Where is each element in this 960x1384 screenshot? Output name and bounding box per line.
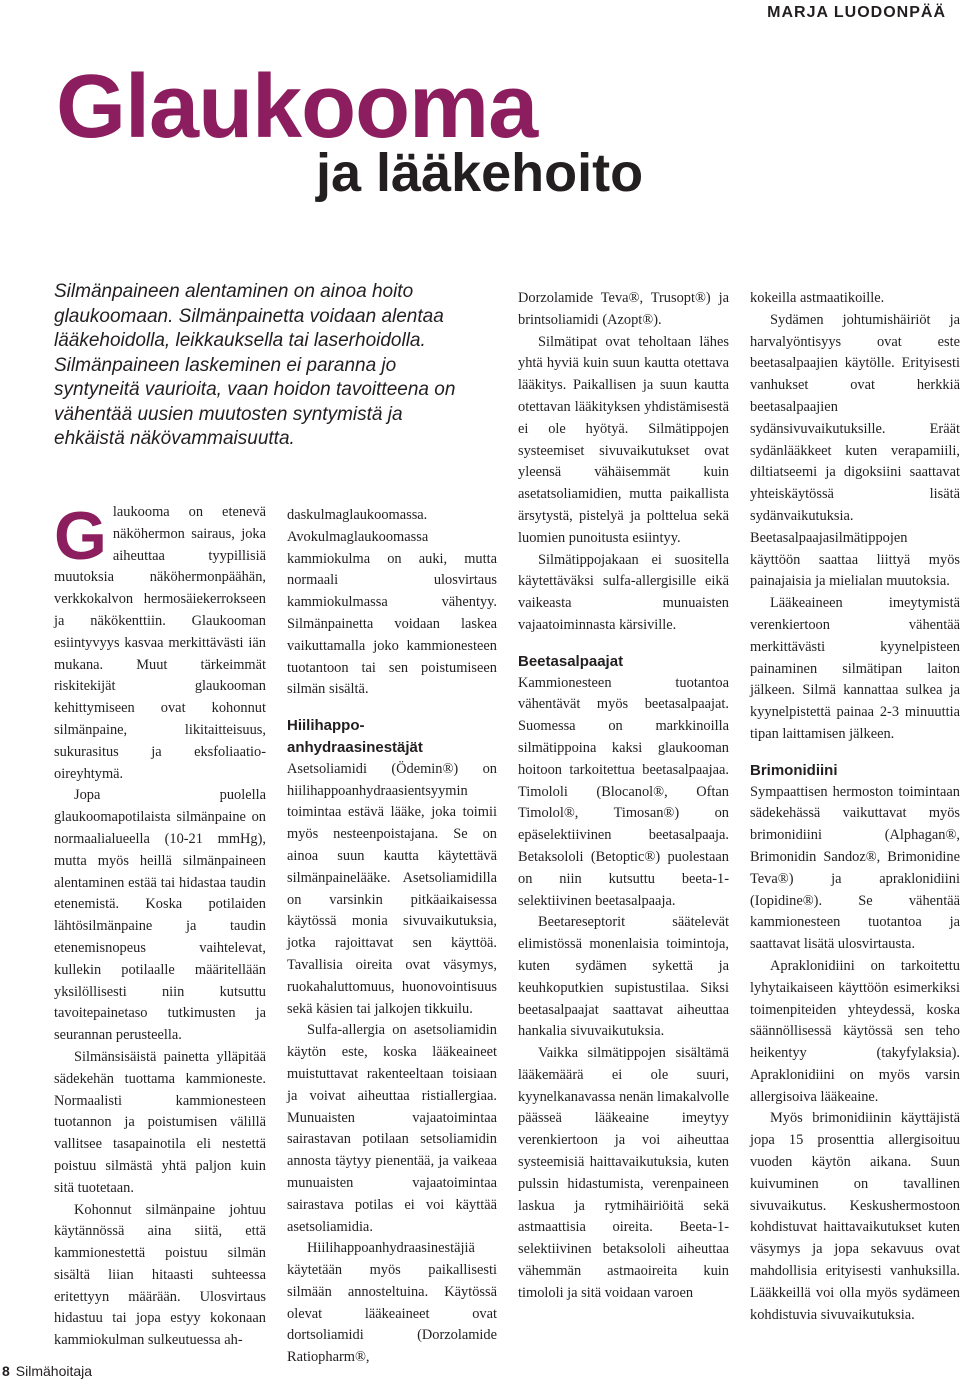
body-paragraph: Jopa puolella glaukoomapotilaista silmänpaine on normaalialueella (10-21 mmHg), mutta myös heillä silmänpaineen alentaminen estää tai hidastaa taudin etenemistä. Koska potilaiden lähtösilmänpaine ja taudin etenemisnopeus vaihtelevat, kullekin potilaalle määritellään yksilöllisesti niin kutsuttu tavoitepainetaso tutkimusten ja seurannan perusteella. [54, 787, 266, 1044]
column-2 [287, 505, 497, 1369]
body-paragraph: kokeilla astmaatikoille. [750, 290, 885, 306]
body-paragraph: Sulfa-allergia on asetsoliamidin käytön este, koska lääkeaineet muistuttavat rakenteeltaan toisiaan ja voivat aiheuttaa ristiallergiaa. Munuaisten vajaatoimintaa sairastavan potilaan setsoliamidin annosta täytyy pienentää, ja vaikeaa munuaisten vajaatoimintaa sairastava potilas ei voi käyttää asetsoliamidia. [287, 1022, 497, 1235]
body-paragraph: Dorzolamide Teva®, Trusopt®) ja brintsoliamidi (Azopt®). [518, 290, 729, 328]
section-heading: Beetasalpaajat [518, 652, 624, 670]
spacer [287, 701, 497, 715]
page-number: 8 [2, 1363, 10, 1379]
body-paragraph: Kohonnut silmänpaine johtuu käytännössä aina siitä, että kammionestettä poistuu silmän sisältä liian hitaasti suhteessa eritettyyn määrään. Ulosvirtaus hidastuu tai jopa estyy kokonaan kammiokulman sulkeutuessa ah- [54, 1201, 266, 1349]
body-paragraph: Myös brimonidiinin käyttäjistä jopa 15 prosenttia allergisoituu vuoden käytön aikana. Suun kuivuminen on tavallinen sivuvaikutus. Keskushermostoon kohdistuvat haittavaikutukset kuten väsymys ja jopa sekavuus ovat mahdollisia erityisesti vanhuksilla. Lääkkeillä voi olla myös sydämeen kohdistuvia sivuvaikutuksia. [750, 1110, 960, 1323]
page-footer [2, 1363, 92, 1379]
body-paragraph: Apraklonidiini on tarkoitettu lyhytaikaiseen käyttöön esimerkiksi toimenpiteiden yhteydessä, koska säännöllisessä käytössä sen teho heikentyy (takyfylaksia). Apraklonidiini on myös varsin allergisoiva lääkeaine. [750, 957, 960, 1105]
article-title: Glaukooma [56, 57, 538, 157]
section-heading: Brimonidiini [750, 761, 838, 779]
body-paragraph: Silmänsisäistä painetta ylläpitää sädekehän tuottama kammioneste. Normaalisti kammionesteen tuotannon ja poistumisen välillä vallitsee tasapainotila eli nestettä poistuu silmästä yhtä paljon kuin sitä tuotetaan. [54, 1048, 266, 1196]
paragraph-text: laukooma on etenevä näköhermon sairaus, joka aiheuttaa tyypillisiä muutoksia näköhermonpäähän, verkkokalvon hermosäiekerrokseen ja näkökenttiin. Glaukooman esiintyvyys kasvaa merkittävästi iän mukana. Muut tärkeimmät riskitekijät glaukooman kehittymiseen ovat kohonnut silmänpaine, likitaitteisuus, sukurasitus ja eksfoliaatio-oireyhtymä. [54, 504, 266, 782]
body-paragraph: Hiilihappoanhydraasinestäjiä käytetään myös paikallisesti silmään annosteltuina. Käytössä olevat lääkeaineet ovat dortsoliamidi (Dorzolamide Ratiopharm®, [287, 1240, 497, 1366]
body-paragraph: Sydämen johtumishäiriöt ja harvalyöntisyys ovat este beetasalpaajien käytölle. Erityisesti vanhukset ovat herkkiä beetasalpaajien sydänsivuvaikutuksille. Eräät sydänlääkkeet kuten verapamiili, diltiatseemi ja digoksiini saattavat yhteiskäytössä lisätä sydänvaikutuksia. Beetasalpaajasilmätippojen käyttöön saattaa liittyä myös painajaisia ja mielialan muutoksia. [750, 311, 960, 590]
body-paragraph: Beetareseptorit säätelevät elimistössä monenlaisia toimintoja, kuten sydämen sykettä ja keuhkoputkien supistustilaa. Siksi beetasalpaajat saattavat aiheuttaa hankalia sivuvaikutuksia. [518, 914, 729, 1040]
body-paragraph: daskulmaglaukoomassa. Avokulmaglaukoomassa kammiokulma on auki, mutta normaali ulosvirtaus kammiokulmassa vähentyy. Silmänpainetta voidaan laskea vaikuttamalla joko kammionesteen tuotantoon tai sen poistumiseen silmän sisältä. [287, 507, 497, 698]
body-paragraph: Kammionesteen tuotantoa vähentävät myös beetasalpaajat. Suomessa on markkinoilla silmätippoina kaksi glaukooman hoitoon tarkoitettua beetasalpaajaa. Timololi (Blocanol®, Oftan Timolol®, Timosan®) on epäselektiivinen beetasalpaaja. Betaksololi (Betoptic®) puolestaan on niin kutsuttu beeta-1-selektiivinen beetasalpaaja. [518, 674, 729, 909]
body-paragraph: Silmätipat ovat teholtaan lähes yhtä hyviä kuin suun kautta otettava lääkitys. Paikallisen ja suun kautta otettavan lääkityksen yhdistämisestä ei ole hyötyä. Silmätippojen systeemiset sivuvaikutukset ovat yleensä vähäisemmät kuin asetatsoliamidien, mutta paikallista ärsytystä, pistelyä ja polttelua sekä luomien punoitusta esiintyy. [518, 333, 729, 546]
body-paragraph: Sympaattisen hermoston toimintaan sädekehässä vaikuttavat myös brimonidiini (Alphagan®, Brimonidin Sandoz®, Brimonidine Teva®) ja apraklonidiini (Iopidine®). Se vähentää kammionesteen tuotantoa ja saattavat lisätä ulosvirtausta. [750, 783, 960, 953]
body-paragraph: Vaikka silmätippojen sisältämä lääkemäärä ei ole suuri, kyynelkanavassa nenän limakalvolle päässeä lääkeaine imeytyy verenkiertoon ja voi aiheuttaa systeemisiä haittavaikutuksia, kuten pulssin hidastumista, verenpaineen laskua ja rytmihäiriöitä sekä astmaattisia oireita. Beeta-1-selektiivinen betaksololi aiheuttaa vähemmän astmaoireita kuin timololi ja sitä voidaan varoen [518, 1045, 729, 1301]
lead-paragraph: Silmänpaineen alentaminen on ainoa hoito glaukoomaan. Silmänpainetta voidaan alentaa lääkehoidolla, leikkauksella tai laserhoidolla. Silmänpaineen laskeminen ei paranna jo syntyneitä vaurioita, vaan hoidon tavoitteena on vähentää uusien muutosten syntymistä ja ehkäistä näkövammaisuutta. [54, 281, 456, 449]
article-subtitle: ja lääkehoito [316, 143, 644, 203]
column-4 [750, 288, 960, 1326]
column-3 [518, 288, 729, 1305]
drop-cap: G [54, 498, 107, 574]
publication-name: Silmähoitaja [15, 1363, 93, 1379]
section-heading: Hiilihappo-anhydraasinestäjät [287, 717, 423, 756]
body-paragraph: Silmätippojakaan ei suositella käytettäväksi sulfa-allergisille eikä vaikeasta munuaisten vajaatoiminnasta kärsiville. [518, 551, 729, 633]
body-paragraph [54, 498, 266, 785]
column-1 [54, 498, 266, 1352]
author-name: MARJA LUODONPÄÄ [767, 4, 946, 21]
spacer [518, 637, 729, 651]
body-paragraph: Lääkeaineen imeytymistä verenkiertoon vähentää merkittävästi kyynelpisteen painaminen silmätipan laiton jälkeen. Silmä kannattaa sulkea ja kyynelpistettä painaa 2-3 minuuttia tipan laittamisen jälkeen. [750, 595, 960, 742]
body-paragraph: Asetsoliamidi (Ödemin®) on hiilihappoanhydraasientsyymin toimintaa estävä lääke, joka toimii myös nesteenpoistajana. Se on ainoa suun kautta käytettävä silmänpainelääke. Asetsoliamidilla on varsinkin pitkäaikaisessa käytössä monia sivuvaikutuksia, jotka rajoittavat sen käyttöä. Tavallisia oireita ovat väsymys, ruokahaluttomuus, huonovointisuus sekä käsien tai jalkojen tikkuilu. [287, 760, 497, 1017]
spacer [750, 746, 960, 760]
